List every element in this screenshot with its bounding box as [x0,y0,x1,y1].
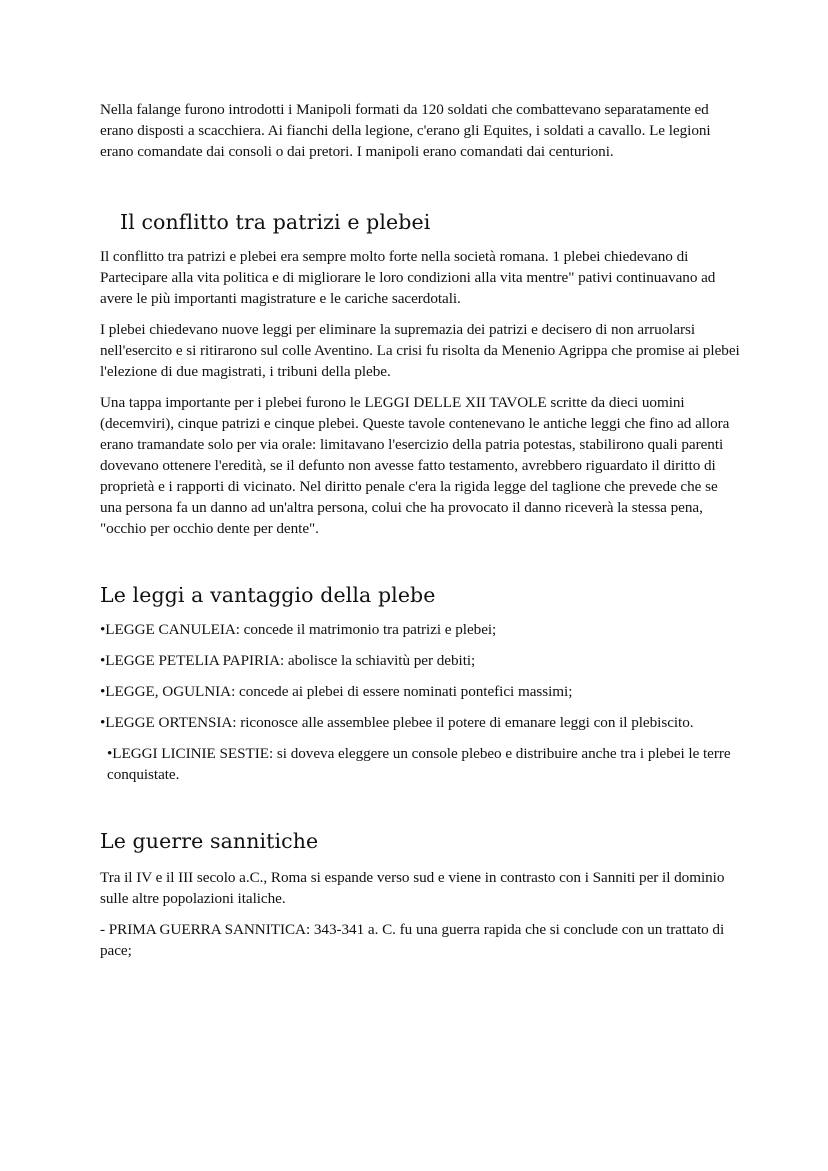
legge-item: •LEGGE ORTENSIA: riconosce alle assemblee plebee il potere di emanare leggi con il plebiscito. [100,714,694,731]
document-page [100,99,740,961]
section-title-conflitto: Il conflitto tra patrizi e plebei [120,210,431,234]
conflitto-paragraph-2: I plebei chiedevano nuove leggi per eliminare la supremazia dei patrizi e decisero di non arruolarsi nell'esercito e si ritirarono sul colle Aventino. La crisi fu risolta da Menenio Agrippa che promise ai plebei l'elezione di due magistrati, i tribuni della plebe. [100,321,740,380]
conflitto-paragraph-3: Una tappa importante per i plebei furono le LEGGI DELLE XII TAVOLE scritte da dieci uomini (decemviri), cinque patrizi e cinque plebei. Queste tavole contenevano le antiche leggi che fino ad allora erano tramandate solo per via orale: limitavano l'esercizio della patria potestas, stabilirono quali parenti dovevano ottenere l'eredità, se il defunto non avesse fatto testamento, avrebbero riguardato il diritto di proprietà e i rapporti di vicinato. Nel diritto penale c'era la rigida legge del taglione che prevede che se una persona fa un danno ad un'altra persona, colui che ha provocato il danno riceverà la stessa pena, "occhio per occhio dente per dente". [100,394,730,537]
conflitto-paragraph-1: Il conflitto tra patrizi e plebei era sempre molto forte nella società romana. 1 plebei chiedevano di Partecipare alla vita politica e di migliorare le loro condizioni alla vita mentre" pativi continuavano ad avere le più importanti magistrature e le cariche sacerdotali. [100,248,716,307]
section-title-guerre: Le guerre sannitiche [100,829,319,853]
intro-paragraph: Nella falange furono introdotti i Manipoli formati da 120 soldati che combattevano separatamente ed erano disposti a scacchiera. Ai fianchi della legione, c'erano gli Equites, i soldati a cavallo. Le legioni erano comandate dai consoli o dai pretori. I manipoli erano comandati dai centurioni. [100,101,711,160]
legge-item: •LEGGE CANULEIA: concede il matrimonio tra patrizi e plebei; [100,621,497,638]
legge-item: •LEGGE PETELIA PAPIRIA: abolisce la schiavitù per debiti; [100,652,476,669]
legge-item: •LEGGI LICINIE SESTIE: si doveva eleggere un console plebeo e distribuire anche tra i plebei le terre conquistate. [107,745,731,783]
guerre-paragraph-1: Tra il IV e il III secolo a.C., Roma si espande verso sud e viene in contrasto con i Sanniti per il dominio sulle altre popolazioni italiche. [100,869,725,907]
guerre-paragraph-2: - PRIMA GUERRA SANNITICA: 343-341 a. C. fu una guerra rapida che si conclude con un trattato di pace; [100,921,725,959]
section-title-leggi: Le leggi a vantaggio della plebe [100,583,436,607]
legge-item: •LEGGE, OGULNIA: concede ai plebei di essere nominati pontefici massimi; [100,683,573,700]
